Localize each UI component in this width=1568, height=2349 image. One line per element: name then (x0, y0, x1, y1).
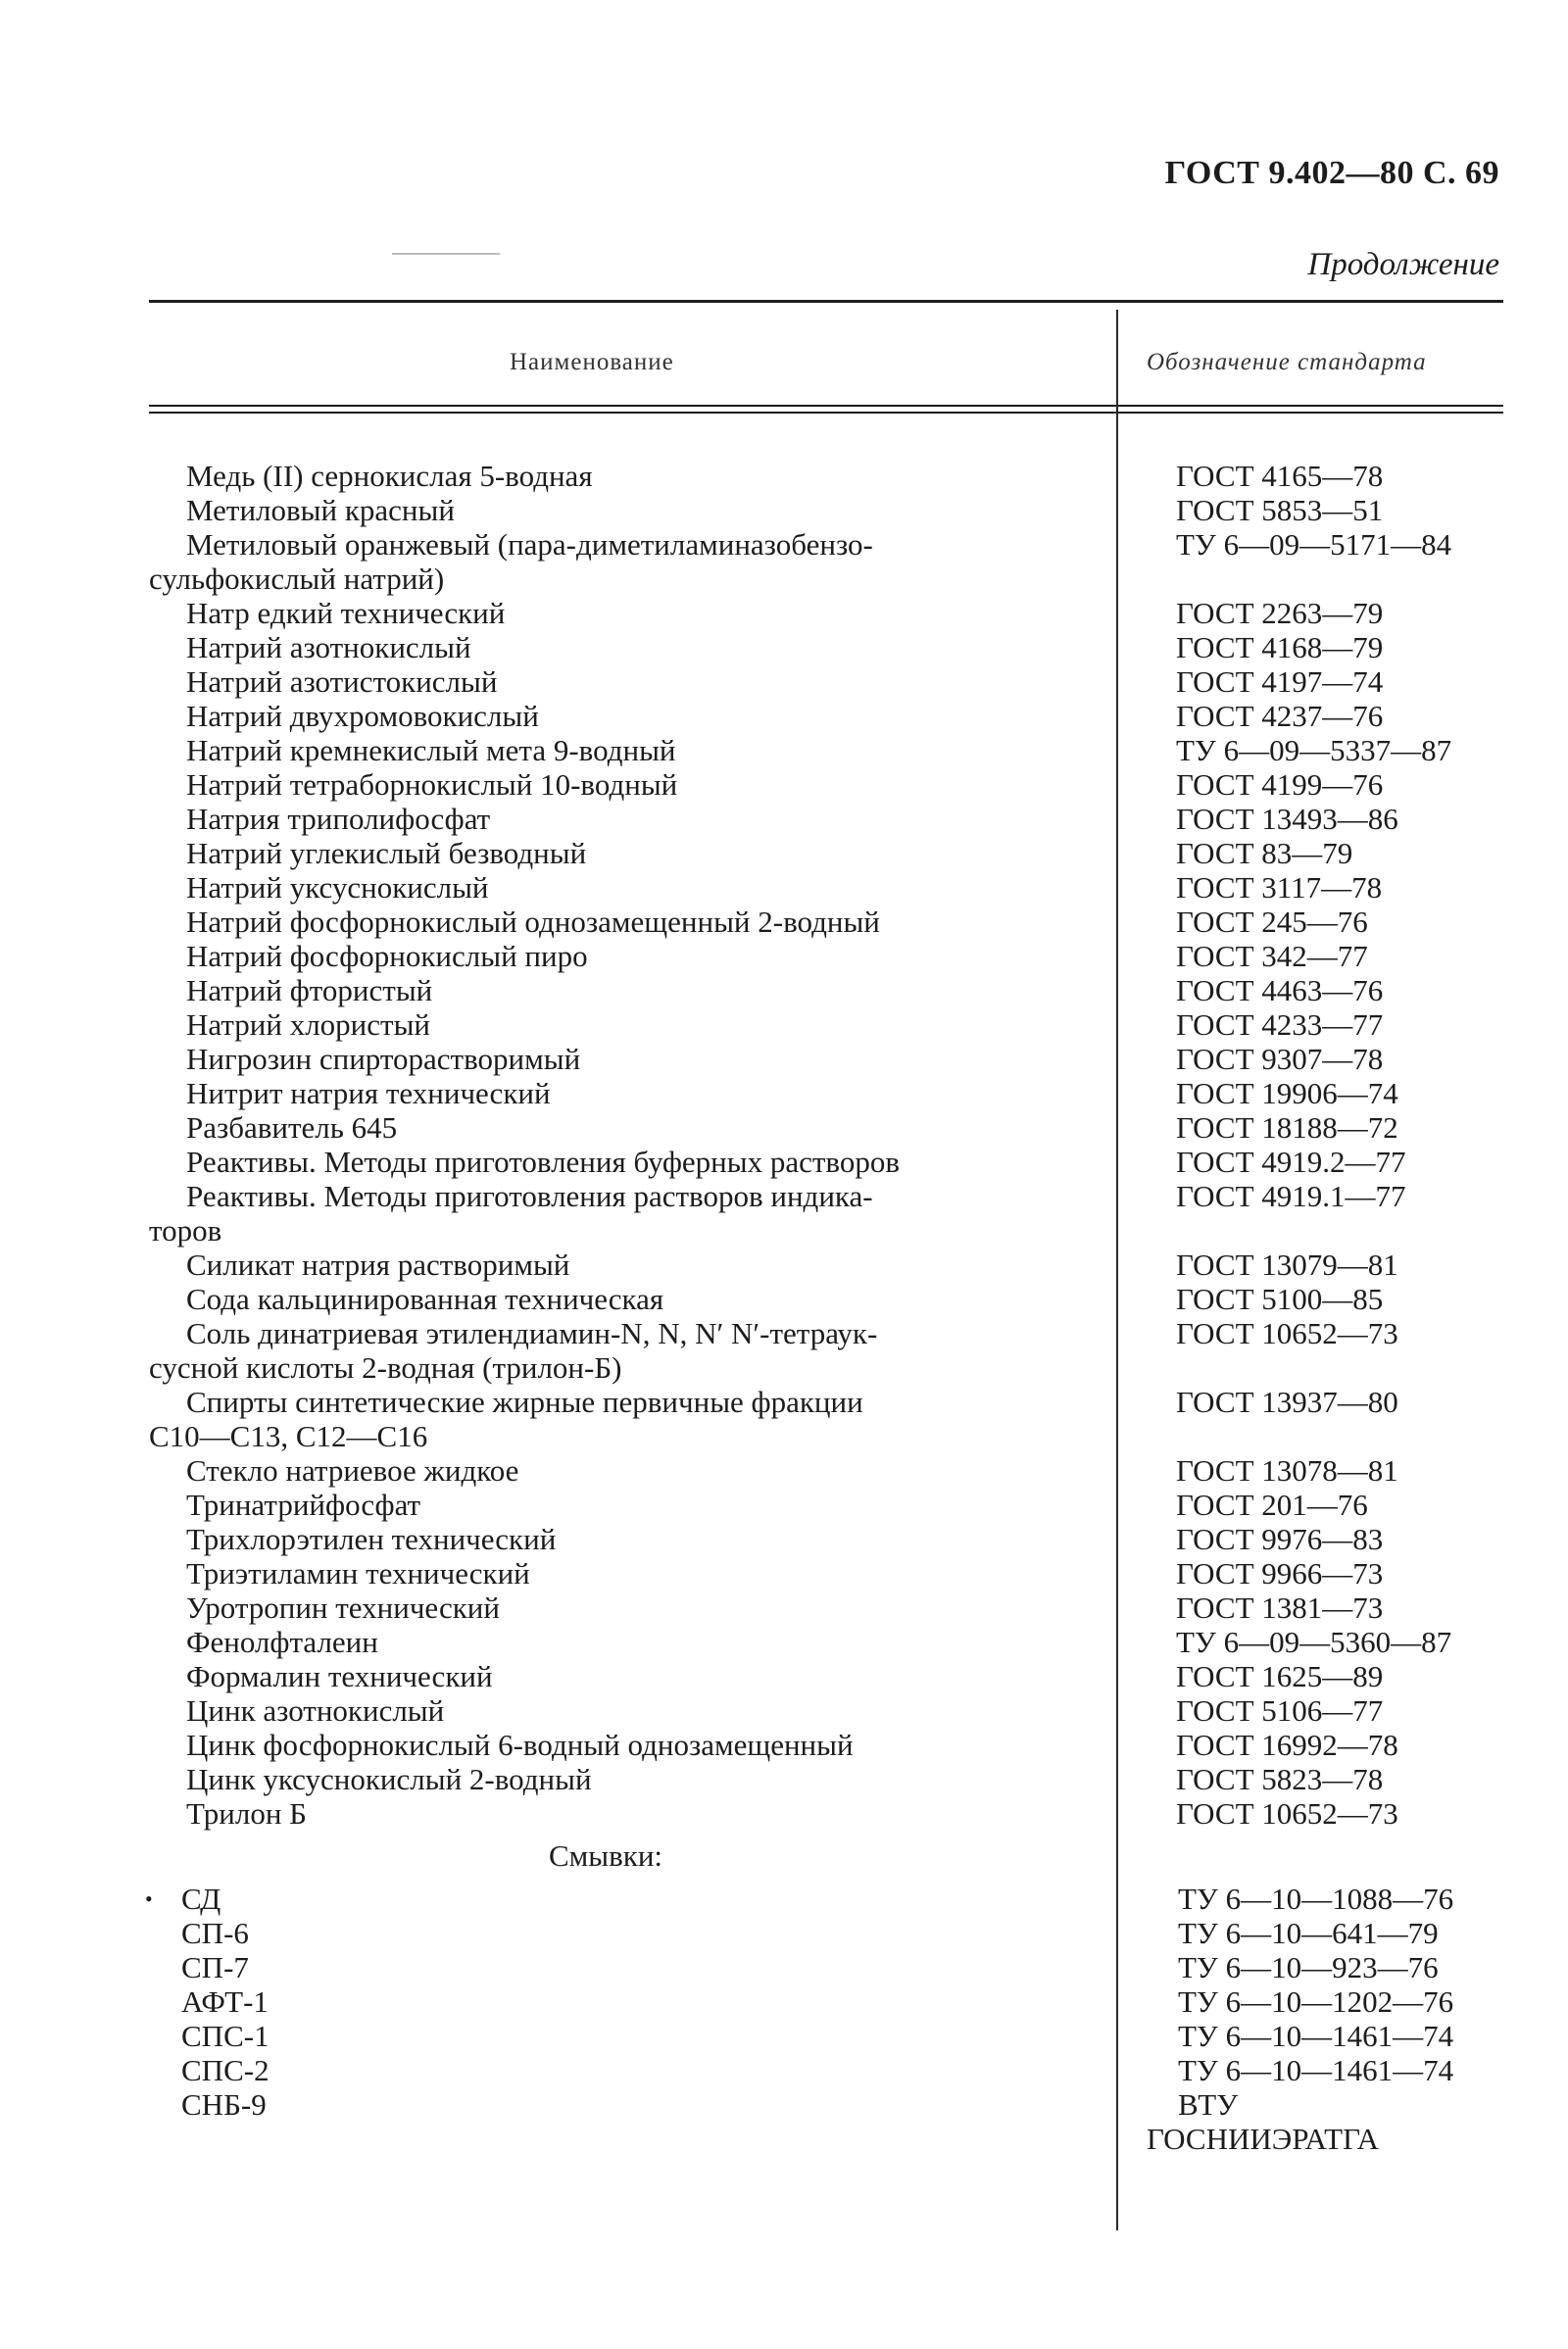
substance-name: Силикат натрия растворимый (186, 1248, 570, 1282)
table-row (0, 2053, 1568, 2087)
table-row (0, 802, 1568, 836)
wash-name: СНБ-9 (181, 2087, 267, 2122)
table-row (0, 1916, 1568, 1950)
substance-name: Натр едкий технический (186, 596, 506, 630)
table-row (0, 973, 1568, 1007)
standard-code: ГОСТ 83—79 (1176, 836, 1353, 870)
standard-code: ТУ 6—09—5171—84 (1176, 527, 1452, 562)
section-title: Смывки: (549, 1838, 663, 1873)
substance-name: Трихлорэтилен технический (186, 1522, 557, 1556)
table-row (0, 1007, 1568, 1042)
table-row (0, 905, 1568, 939)
substance-name: Трилон Б (186, 1796, 307, 1831)
table-row (0, 1625, 1568, 1659)
substance-name: Натрий фосфорнокислый пиро (186, 939, 588, 973)
standard-code: ГОСТ 13078—81 (1176, 1453, 1398, 1488)
table-row (0, 733, 1568, 767)
table-row (0, 1350, 1568, 1385)
standard-code: ТУ 6—10—923—76 (1178, 1950, 1439, 1984)
table-row (0, 2019, 1568, 2053)
standard-code: ГОСТ 16992—78 (1176, 1728, 1398, 1762)
table-row (0, 1385, 1568, 1419)
standard-code: ГОСТ 18188—72 (1176, 1110, 1398, 1145)
column-header-standard: Обозначение стандарта (1147, 349, 1427, 375)
substance-name: сусной кислоты 2-водная (трилон-Б) (149, 1350, 622, 1385)
standard-code: ГОСТ 4165—78 (1176, 459, 1384, 493)
substance-name: Натрий уксуснокислый (186, 870, 489, 905)
wash-name: СПС-1 (181, 2019, 270, 2053)
substance-name: Медь (II) сернокислая 5-водная (186, 459, 593, 493)
page-header: ГОСТ 9.402—80 С. 69 (1164, 155, 1499, 191)
standard-code: ГОСТ 4463—76 (1176, 973, 1384, 1007)
table-row (0, 1213, 1568, 1248)
wash-name: СД (181, 1882, 221, 1916)
substance-name: сульфокислый натрий) (149, 562, 445, 596)
substance-name: Реактивы. Методы приготовления буферных растворов (186, 1145, 900, 1179)
standard-code: ГОСТ 3117—78 (1176, 870, 1383, 905)
continuation-label: Продолжение (1307, 247, 1499, 282)
substance-name: Фенолфталеин (186, 1625, 378, 1659)
wash-name: СП-6 (181, 1916, 249, 1950)
table-row (0, 1796, 1568, 1831)
wash-name: СП-7 (181, 1950, 249, 1984)
substance-name: Тринатрийфосфат (186, 1488, 421, 1522)
substance-name: Уротропин технический (186, 1590, 500, 1625)
substance-name: Метиловый красный (186, 493, 455, 527)
substance-name: торов (149, 1213, 222, 1248)
standard-code: ГОСТ 9307—78 (1176, 1042, 1384, 1076)
standard-code: ГОСТ 5106—77 (1176, 1693, 1384, 1728)
table-row (0, 1882, 1568, 1916)
standard-code: ГОСТ 5823—78 (1176, 1762, 1384, 1796)
substance-name: Нитрит натрия технический (186, 1076, 551, 1110)
table-row (0, 767, 1568, 802)
standard-code: ГОСТ 4237—76 (1176, 699, 1384, 733)
table-row (0, 1282, 1568, 1316)
table-row (0, 1762, 1568, 1796)
table-row (0, 1179, 1568, 1213)
substance-name: Спирты синтетические жирные первичные фракции (186, 1385, 863, 1419)
table-row (0, 1728, 1568, 1762)
substance-name: Натрия триполифосфат (186, 802, 491, 836)
substance-name: Триэтиламин технический (186, 1556, 530, 1590)
table-row (0, 562, 1568, 596)
substance-name: Соль динатриевая этилендиамин-N, N, N′ N′-тетраук- (186, 1316, 878, 1350)
table-row (0, 1042, 1568, 1076)
standard-code: ГОСТ 10652—73 (1176, 1796, 1398, 1831)
table-row (0, 596, 1568, 630)
table-row (0, 1556, 1568, 1590)
column-header-name: Наименование (510, 349, 674, 375)
header-rule (149, 412, 1503, 414)
table-row (0, 1590, 1568, 1625)
standard-code: ГОСТ 4233—77 (1176, 1007, 1384, 1042)
standard-code: ГОСТ 4919.1—77 (1176, 1179, 1406, 1213)
substance-name: Реактивы. Методы приготовления растворов индика- (186, 1179, 873, 1213)
standard-code: ГОСТ 5100—85 (1176, 1282, 1384, 1316)
substance-name: Метиловый оранжевый (пара-диметиламиназобензо- (186, 527, 873, 562)
standard-code: ТУ 6—10—1202—76 (1178, 1984, 1454, 2019)
table-row (0, 1950, 1568, 1984)
pen-mark (392, 253, 500, 255)
substance-name: Натрий фосфорнокислый однозамещенный 2-водный (186, 905, 880, 939)
substance-name: Натрий фтористый (186, 973, 433, 1007)
standard-code: ГОСТ 4168—79 (1176, 630, 1384, 664)
table-row (0, 1488, 1568, 1522)
standard-code: ТУ 6—09—5337—87 (1176, 733, 1452, 767)
table-row (0, 1316, 1568, 1350)
bullet-mark: • (145, 1886, 153, 1911)
substance-name: Натрий кремнекислый мета 9-водный (186, 733, 676, 767)
table-row (0, 459, 1568, 493)
substance-name: Натрий хлористый (186, 1007, 430, 1042)
wash-name: АФТ-1 (181, 1984, 269, 2019)
substance-name: Формалин технический (186, 1659, 493, 1693)
wash-name: СПС-2 (181, 2053, 270, 2087)
table-top-rule (149, 300, 1503, 303)
standard-code: ВТУ (1178, 2087, 1239, 2122)
substance-name: Цинк уксуснокислый 2-водный (186, 1762, 592, 1796)
substance-name: Цинк азотнокислый (186, 1693, 445, 1728)
table-row (0, 870, 1568, 905)
standard-code: ГОСТ 19906—74 (1176, 1076, 1398, 1110)
section-heading-row (0, 1831, 1568, 1882)
table-row (0, 699, 1568, 733)
standard-code: ГОСТ 342—77 (1176, 939, 1368, 973)
table-row (0, 1659, 1568, 1693)
substance-name: Разбавитель 645 (186, 1110, 398, 1145)
table-row (0, 1522, 1568, 1556)
standard-code: ГОСТ 13937—80 (1176, 1385, 1398, 1419)
table-row (0, 2122, 1568, 2156)
table-row (0, 1248, 1568, 1282)
standard-code: ТУ 6—10—1088—76 (1178, 1882, 1454, 1916)
table-row (0, 1110, 1568, 1145)
standard-code: ГОСТ 4919.2—77 (1176, 1145, 1406, 1179)
standard-code: ГОСТ 1381—73 (1176, 1590, 1384, 1625)
table-row (0, 630, 1568, 664)
table-row (0, 836, 1568, 870)
substance-name: Цинк фосфорнокислый 6-водный однозамещенный (186, 1728, 854, 1762)
standard-code: ТУ 6—10—641—79 (1178, 1916, 1439, 1950)
standard-code: ГОСТ 10652—73 (1176, 1316, 1398, 1350)
standard-code: ТУ 6—09—5360—87 (1176, 1625, 1452, 1659)
substance-name: Натрий азотистокислый (186, 664, 498, 699)
substance-name: Натрий тетраборнокислый 10-водный (186, 767, 678, 802)
substance-name: Сода кальцинированная техническая (186, 1282, 664, 1316)
table-row (0, 1453, 1568, 1488)
table-row (0, 1693, 1568, 1728)
standard-code: ГОСТ 13493—86 (1176, 802, 1398, 836)
header-rule (149, 405, 1503, 407)
table-body (0, 459, 1568, 2156)
substance-name: Натрий двухромовокислый (186, 699, 539, 733)
standard-code: ГОСТ 201—76 (1176, 1488, 1368, 1522)
substance-name: С10—С13, С12—С16 (149, 1419, 428, 1453)
substance-name: Натрий углекислый безводный (186, 836, 587, 870)
table-row (0, 664, 1568, 699)
table-row (0, 1076, 1568, 1110)
substance-name: Нигрозин спирторастворимый (186, 1042, 581, 1076)
table-row (0, 1145, 1568, 1179)
standard-code: ТУ 6—10—1461—74 (1178, 2019, 1454, 2053)
table-row (0, 527, 1568, 562)
standard-code: ГОСТ 13079—81 (1176, 1248, 1398, 1282)
table-row (0, 2087, 1568, 2122)
standard-code: ГОСТ 9976—83 (1176, 1522, 1384, 1556)
substance-name: Стекло натриевое жидкое (186, 1453, 519, 1488)
table-row (0, 1984, 1568, 2019)
table-row (0, 493, 1568, 527)
standard-code: ГОСТ 4197—74 (1176, 664, 1384, 699)
standard-code: ГОСТ 4199—76 (1176, 767, 1384, 802)
table-row (0, 1419, 1568, 1453)
standard-code: ГОСНИИЭРАТГА (1147, 2122, 1380, 2156)
standard-code: ГОСТ 5853—51 (1176, 493, 1384, 527)
standard-code: ГОСТ 1625—89 (1176, 1659, 1384, 1693)
table-row (0, 939, 1568, 973)
standard-code: ТУ 6—10—1461—74 (1178, 2053, 1454, 2087)
substance-name: Натрий азотнокислый (186, 630, 471, 664)
standard-code: ГОСТ 245—76 (1176, 905, 1368, 939)
standard-code: ГОСТ 2263—79 (1176, 596, 1384, 630)
standard-code: ГОСТ 9966—73 (1176, 1556, 1384, 1590)
